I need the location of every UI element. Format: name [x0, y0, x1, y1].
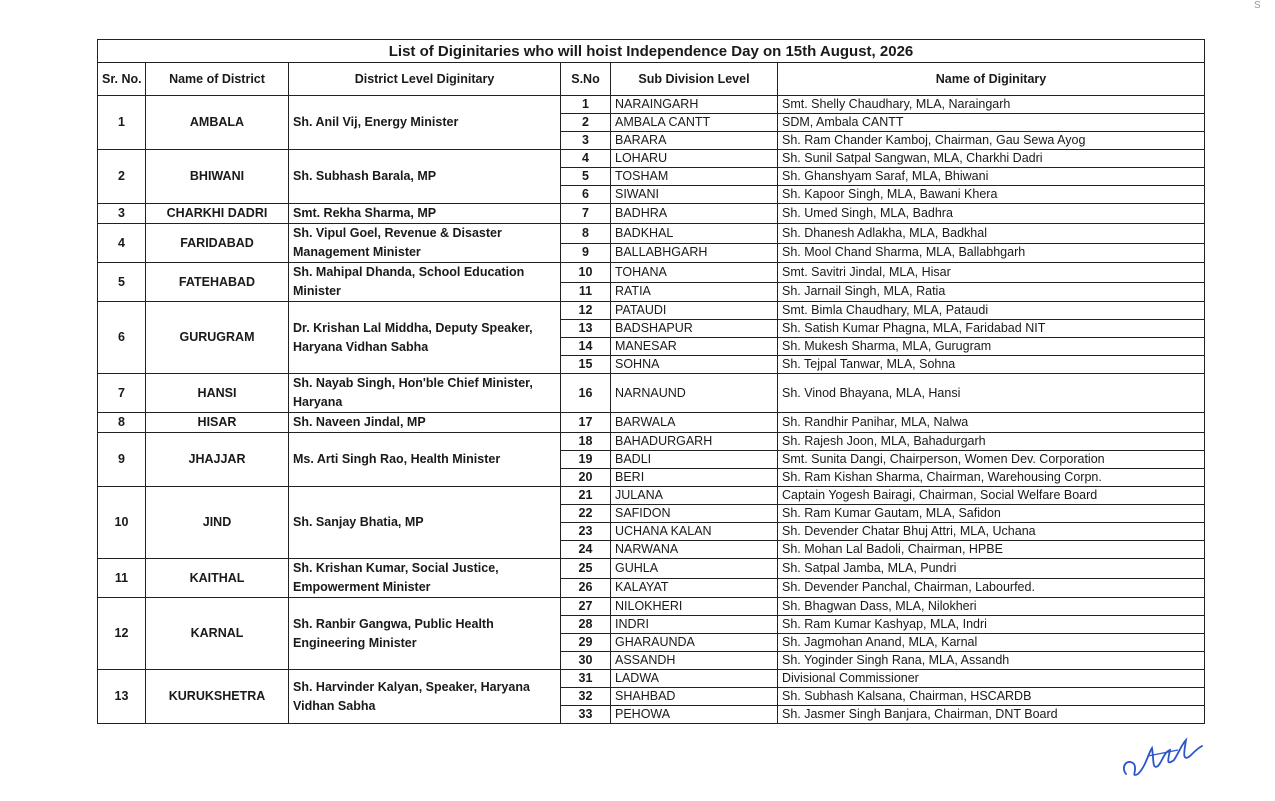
dignitary-name-cell: Sh. Jasmer Singh Banjara, Chairman, DNT Board: [778, 706, 1205, 724]
sno-cell: 21: [561, 487, 611, 505]
dignitary-name-cell: Sh. Subhash Kalsana, Chairman, HSCARDB: [778, 688, 1205, 706]
subdivision-cell: UCHANA KALAN: [611, 523, 778, 541]
dignitary-name-cell: Sh. Ram Kumar Kashyap, MLA, Indri: [778, 616, 1205, 634]
sno-cell: 13: [561, 320, 611, 338]
dignitary-name-cell: Sh. Ram Chander Kamboj, Chairman, Gau Sewa Ayog: [778, 132, 1205, 150]
district-dignitary-cell: Ms. Arti Singh Rao, Health Minister: [289, 433, 561, 487]
subdivision-cell: NILOKHERI: [611, 598, 778, 616]
subdivision-cell: BADLI: [611, 451, 778, 469]
dignitary-name-cell: Smt. Savitri Jindal, MLA, Hisar: [778, 263, 1205, 283]
subdivision-cell: MANESAR: [611, 338, 778, 356]
district-sr-cell: 12: [98, 598, 146, 670]
dignitary-name-cell: Sh. Mool Chand Sharma, MLA, Ballabhgarh: [778, 243, 1205, 263]
district-name-cell: JIND: [146, 487, 289, 559]
district-name-cell: CHARKHI DADRI: [146, 204, 289, 224]
header-dignitary-name: Name of Diginitary: [778, 63, 1205, 96]
dignitary-name-cell: Smt. Bimla Chaudhary, MLA, Pataudi: [778, 302, 1205, 320]
district-sr-cell: 13: [98, 670, 146, 724]
sno-cell: 5: [561, 168, 611, 186]
district-sr-cell: 5: [98, 263, 146, 302]
subdivision-cell: BADHRA: [611, 204, 778, 224]
table-row: [98, 433, 1205, 451]
dignitary-name-cell: Sh. Kapoor Singh, MLA, Bawani Khera: [778, 186, 1205, 204]
dignitary-name-cell: Sh. Randhir Panihar, MLA, Nalwa: [778, 413, 1205, 433]
sno-cell: 11: [561, 282, 611, 302]
table-row: [98, 263, 1205, 283]
subdivision-cell: LOHARU: [611, 150, 778, 168]
dignitary-name-cell: SDM, Ambala CANTT: [778, 114, 1205, 132]
sno-cell: 28: [561, 616, 611, 634]
district-sr-cell: 6: [98, 302, 146, 374]
sno-cell: 12: [561, 302, 611, 320]
sno-cell: 22: [561, 505, 611, 523]
subdivision-cell: BADKHAL: [611, 224, 778, 244]
dignitary-name-cell: Divisional Commissioner: [778, 670, 1205, 688]
district-dignitary-cell: Sh. Anil Vij, Energy Minister: [289, 96, 561, 150]
district-dignitary-cell: Sh. Subhash Barala, MP: [289, 150, 561, 204]
district-name-cell: AMBALA: [146, 96, 289, 150]
district-sr-cell: 4: [98, 224, 146, 263]
district-dignitary-cell: Sh. Harvinder Kalyan, Speaker, Haryana Vidhan Sabha: [289, 670, 561, 724]
district-name-cell: KURUKSHETRA: [146, 670, 289, 724]
table-row: [98, 96, 1205, 114]
district-name-cell: HANSI: [146, 374, 289, 413]
district-name-cell: FARIDABAD: [146, 224, 289, 263]
district-name-cell: FATEHABAD: [146, 263, 289, 302]
dignitary-name-cell: Sh. Satish Kumar Phagna, MLA, Faridabad NIT: [778, 320, 1205, 338]
district-dignitary-cell: Sh. Mahipal Dhanda, School Education Minister: [289, 263, 561, 302]
dignitary-name-cell: Sh. Yoginder Singh Rana, MLA, Assandh: [778, 652, 1205, 670]
dignitary-name-cell: Sh. Jarnail Singh, MLA, Ratia: [778, 282, 1205, 302]
subdivision-cell: SAFIDON: [611, 505, 778, 523]
subdivision-cell: INDRI: [611, 616, 778, 634]
district-sr-cell: 10: [98, 487, 146, 559]
corner-mark: S: [1254, 0, 1261, 11]
subdivision-cell: TOHANA: [611, 263, 778, 283]
header-sr: Sr. No.: [98, 63, 146, 96]
table-row: [98, 670, 1205, 688]
district-sr-cell: 9: [98, 433, 146, 487]
district-sr-cell: 3: [98, 204, 146, 224]
subdivision-cell: BALLABHGARH: [611, 243, 778, 263]
sno-cell: 20: [561, 469, 611, 487]
sno-cell: 29: [561, 634, 611, 652]
header-row: [98, 63, 1205, 96]
subdivision-cell: SIWANI: [611, 186, 778, 204]
subdivision-cell: ASSANDH: [611, 652, 778, 670]
district-dignitary-cell: Smt. Rekha Sharma, MP: [289, 204, 561, 224]
sno-cell: 1: [561, 96, 611, 114]
subdivision-cell: BAHADURGARH: [611, 433, 778, 451]
sno-cell: 3: [561, 132, 611, 150]
sno-cell: 27: [561, 598, 611, 616]
sno-cell: 16: [561, 374, 611, 413]
dignitary-name-cell: Smt. Sunita Dangi, Chairperson, Women Dev. Corporation: [778, 451, 1205, 469]
dignitary-name-cell: Sh. Devender Panchal, Chairman, Labourfed.: [778, 578, 1205, 598]
table-row: [98, 302, 1205, 320]
district-name-cell: BHIWANI: [146, 150, 289, 204]
district-dignitary-cell: Dr. Krishan Lal Middha, Deputy Speaker, Haryana Vidhan Sabha: [289, 302, 561, 374]
dignitary-name-cell: Sh. Tejpal Tanwar, MLA, Sohna: [778, 356, 1205, 374]
sno-cell: 31: [561, 670, 611, 688]
subdivision-cell: GUHLA: [611, 559, 778, 579]
sno-cell: 17: [561, 413, 611, 433]
subdivision-cell: SHAHBAD: [611, 688, 778, 706]
sno-cell: 26: [561, 578, 611, 598]
subdivision-cell: JULANA: [611, 487, 778, 505]
subdivision-cell: BADSHAPUR: [611, 320, 778, 338]
table-row: [98, 559, 1205, 579]
subdivision-cell: LADWA: [611, 670, 778, 688]
district-name-cell: KARNAL: [146, 598, 289, 670]
subdivision-cell: NARNAUND: [611, 374, 778, 413]
subdivision-cell: BARARA: [611, 132, 778, 150]
sno-cell: 6: [561, 186, 611, 204]
table-row: [98, 413, 1205, 433]
dignitary-name-cell: Sh. Sunil Satpal Sangwan, MLA, Charkhi Dadri: [778, 150, 1205, 168]
dignitaries-document: [97, 39, 1204, 724]
sno-cell: 4: [561, 150, 611, 168]
district-sr-cell: 11: [98, 559, 146, 598]
district-dignitary-cell: Sh. Sanjay Bhatia, MP: [289, 487, 561, 559]
sno-cell: 2: [561, 114, 611, 132]
subdivision-cell: AMBALA CANTT: [611, 114, 778, 132]
dignitary-name-cell: Sh. Jagmohan Anand, MLA, Karnal: [778, 634, 1205, 652]
handwritten-signature: [1118, 726, 1208, 786]
sno-cell: 25: [561, 559, 611, 579]
subdivision-cell: BERI: [611, 469, 778, 487]
table-row: [98, 374, 1205, 413]
table-row: [98, 150, 1205, 168]
document-title: List of Diginitaries who will hoist Independence Day on 15th August, 2026: [98, 40, 1205, 63]
sno-cell: 24: [561, 541, 611, 559]
sno-cell: 8: [561, 224, 611, 244]
dignitary-name-cell: Sh. Devender Chatar Bhuj Attri, MLA, Uchana: [778, 523, 1205, 541]
dignitary-name-cell: Sh. Umed Singh, MLA, Badhra: [778, 204, 1205, 224]
header-sno: S.No: [561, 63, 611, 96]
dignitary-name-cell: Sh. Ram Kishan Sharma, Chairman, Warehousing Corpn.: [778, 469, 1205, 487]
dignitary-name-cell: Sh. Ram Kumar Gautam, MLA, Safidon: [778, 505, 1205, 523]
sno-cell: 32: [561, 688, 611, 706]
district-name-cell: GURUGRAM: [146, 302, 289, 374]
district-dignitary-cell: Sh. Ranbir Gangwa, Public Health Engineering Minister: [289, 598, 561, 670]
header-subdivision: Sub Division Level: [611, 63, 778, 96]
district-name-cell: KAITHAL: [146, 559, 289, 598]
dignitary-name-cell: Sh. Bhagwan Dass, MLA, Nilokheri: [778, 598, 1205, 616]
district-dignitary-cell: Sh. Krishan Kumar, Social Justice, Empowerment Minister: [289, 559, 561, 598]
district-sr-cell: 2: [98, 150, 146, 204]
sno-cell: 14: [561, 338, 611, 356]
table-row: [98, 487, 1205, 505]
sno-cell: 15: [561, 356, 611, 374]
district-dignitary-cell: Sh. Nayab Singh, Hon'ble Chief Minister, Haryana: [289, 374, 561, 413]
subdivision-cell: NARWANA: [611, 541, 778, 559]
subdivision-cell: PATAUDI: [611, 302, 778, 320]
sno-cell: 18: [561, 433, 611, 451]
subdivision-cell: RATIA: [611, 282, 778, 302]
district-sr-cell: 8: [98, 413, 146, 433]
district-dignitary-cell: Sh. Naveen Jindal, MP: [289, 413, 561, 433]
dignitary-name-cell: Sh. Mohan Lal Badoli, Chairman, HPBE: [778, 541, 1205, 559]
sno-cell: 30: [561, 652, 611, 670]
header-district: Name of District: [146, 63, 289, 96]
dignitaries-table: [97, 39, 1205, 724]
district-sr-cell: 1: [98, 96, 146, 150]
table-row: [98, 204, 1205, 224]
subdivision-cell: KALAYAT: [611, 578, 778, 598]
dignitary-name-cell: Sh. Rajesh Joon, MLA, Bahadurgarh: [778, 433, 1205, 451]
subdivision-cell: NARAINGARH: [611, 96, 778, 114]
dignitary-name-cell: Sh. Vinod Bhayana, MLA, Hansi: [778, 374, 1205, 413]
subdivision-cell: GHARAUNDA: [611, 634, 778, 652]
subdivision-cell: TOSHAM: [611, 168, 778, 186]
district-sr-cell: 7: [98, 374, 146, 413]
table-row: [98, 224, 1205, 244]
sno-cell: 7: [561, 204, 611, 224]
subdivision-cell: PEHOWA: [611, 706, 778, 724]
district-name-cell: HISAR: [146, 413, 289, 433]
subdivision-cell: BARWALA: [611, 413, 778, 433]
subdivision-cell: SOHNA: [611, 356, 778, 374]
table-body: [98, 96, 1205, 724]
sno-cell: 19: [561, 451, 611, 469]
dignitary-name-cell: Sh. Mukesh Sharma, MLA, Gurugram: [778, 338, 1205, 356]
dignitary-name-cell: Smt. Shelly Chaudhary, MLA, Naraingarh: [778, 96, 1205, 114]
sno-cell: 23: [561, 523, 611, 541]
dignitary-name-cell: Sh. Satpal Jamba, MLA, Pundri: [778, 559, 1205, 579]
sno-cell: 9: [561, 243, 611, 263]
table-row: [98, 598, 1205, 616]
dignitary-name-cell: Sh. Dhanesh Adlakha, MLA, Badkhal: [778, 224, 1205, 244]
district-name-cell: JHAJJAR: [146, 433, 289, 487]
district-dignitary-cell: Sh. Vipul Goel, Revenue & Disaster Management Minister: [289, 224, 561, 263]
header-district-dignitary: District Level Diginitary: [289, 63, 561, 96]
dignitary-name-cell: Captain Yogesh Bairagi, Chairman, Social Welfare Board: [778, 487, 1205, 505]
sno-cell: 33: [561, 706, 611, 724]
dignitary-name-cell: Sh. Ghanshyam Saraf, MLA, Bhiwani: [778, 168, 1205, 186]
sno-cell: 10: [561, 263, 611, 283]
